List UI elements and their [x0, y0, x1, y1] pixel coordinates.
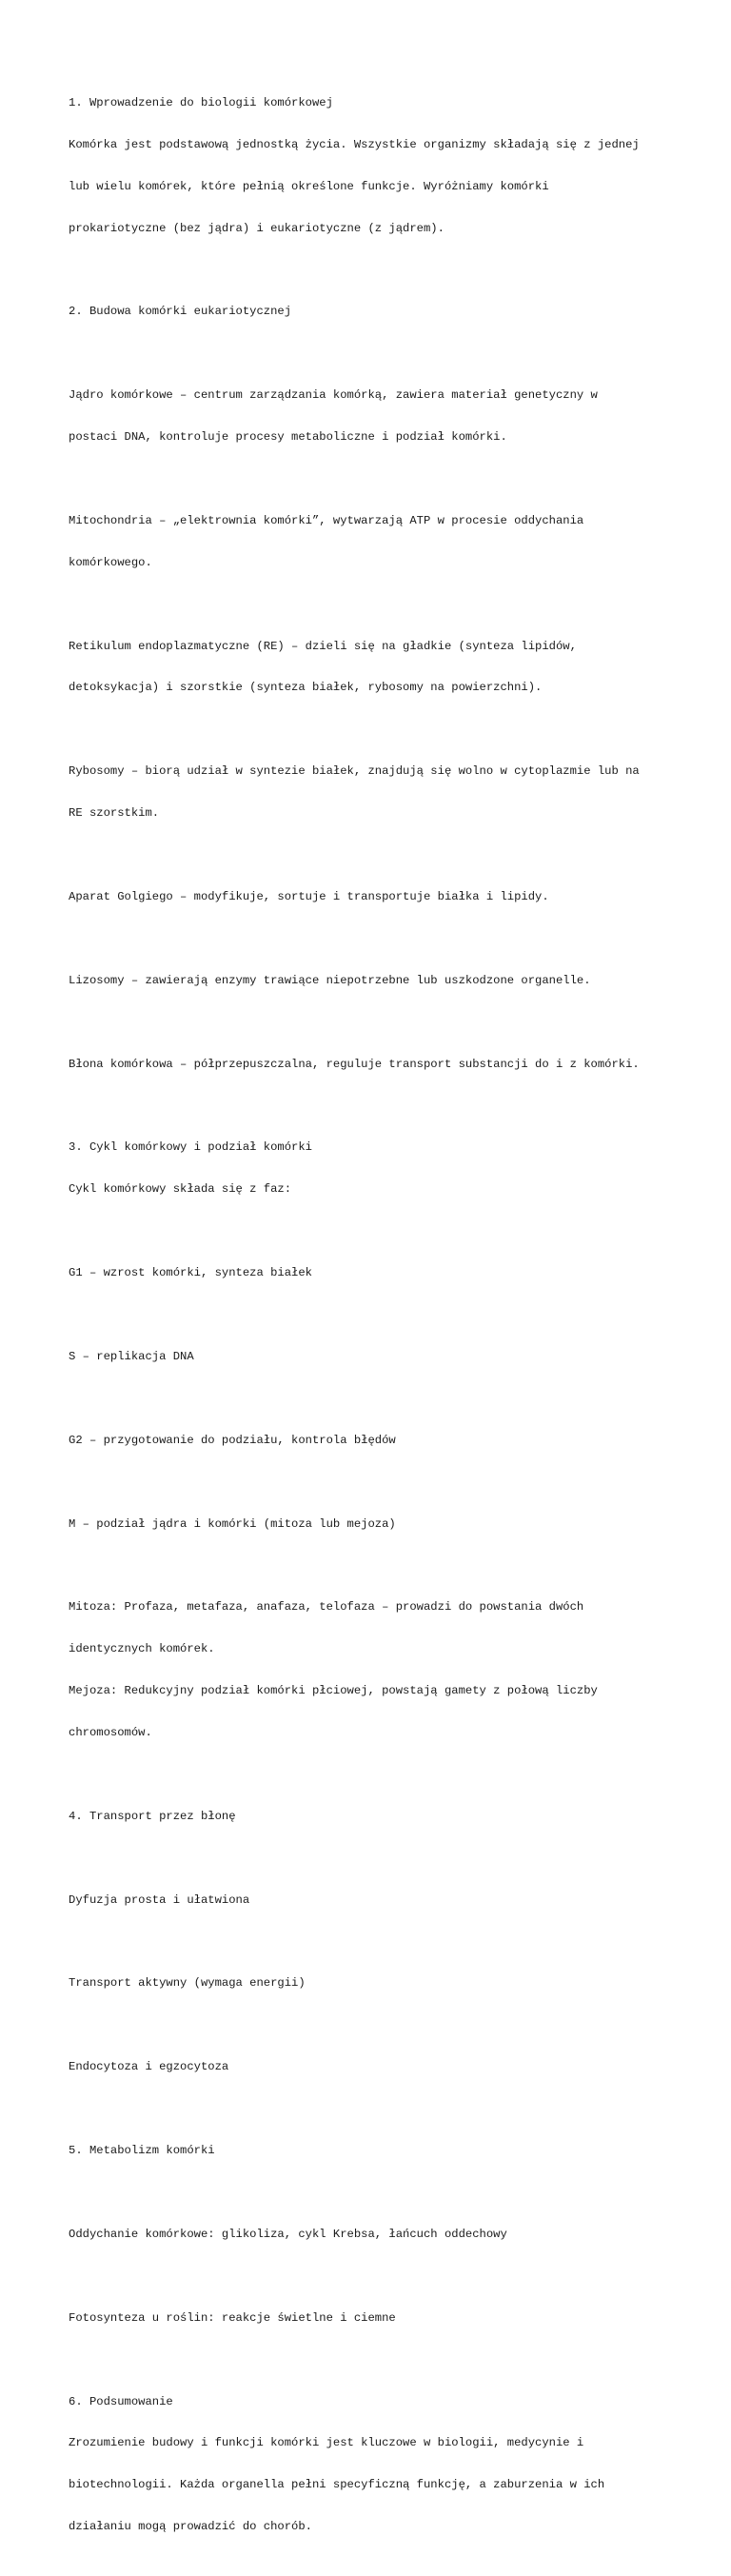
paragraph-line: Komórka jest podstawową jednostką życia. Wszystkie organizmy składają się z jednej: [69, 137, 640, 151]
paragraph-line: G1 – wzrost komórki, synteza białek: [69, 1266, 312, 1280]
paragraph-line: M – podział jądra i komórki (mitoza lub mejoza): [69, 1516, 396, 1531]
paragraph-line: Rybosomy – biorą udział w syntezie białek, znajdują się wolno w cytoplazmie lub na: [69, 764, 640, 779]
section-heading: 1. Wprowadzenie do biologii komórkowej: [69, 96, 333, 110]
paragraph-line: RE szorstkim.: [69, 805, 160, 820]
transport-endocytosis: [69, 2032, 678, 2102]
paragraph-line: postaci DNA, kontroluje procesy metaboliczne i podział komórki.: [69, 430, 507, 445]
phase-g2: [69, 1406, 678, 1476]
paragraph-line: detoksykacja) i szorstkie (synteza białek, rybosomy na powierzchni).: [69, 681, 543, 695]
section-heading-metabolism: [69, 2116, 678, 2186]
section-heading: 6. Podsumowanie: [69, 2394, 173, 2408]
paragraph-line: Retikulum endoplazmatyczne (RE) – dzieli się na gładkie (synteza lipidów,: [69, 639, 577, 653]
section-cell-cycle: [69, 1113, 678, 1224]
metabolism-respiration: [69, 2200, 678, 2269]
paragraph-line: lub wielu komórek, które pełnią określone funkcje. Wyróżniamy komórki: [69, 179, 549, 193]
paragraph-mitochondria: [69, 486, 678, 598]
paragraph-ribosomes: [69, 737, 678, 848]
paragraph-line: Fotosynteza u roślin: reakcje świetlne i ciemne: [69, 2310, 396, 2325]
paragraph-line: Lizosomy – zawierają enzymy trawiące niepotrzebne lub uszkodzone organelle.: [69, 973, 591, 987]
paragraph-line: chromosomów.: [69, 1725, 152, 1739]
paragraph-line: biotechnologii. Każda organella pełni specyficzną funkcję, a zaburzenia w ich: [69, 2478, 605, 2492]
paragraph-line: Mejoza: Redukcyjny podział komórki płciowej, powstają gamety z połową liczby: [69, 1684, 598, 1698]
section-heading-transport: [69, 1781, 678, 1851]
section-heading: 5. Metabolizm komórki: [69, 2144, 215, 2158]
paragraph-golgi: [69, 862, 678, 932]
section-heading-structure: [69, 277, 678, 347]
paragraph-nucleus: [69, 361, 678, 472]
document-body: [69, 69, 678, 2576]
paragraph-line: Transport aktywny (wymaga energii): [69, 1976, 306, 1991]
paragraph-line: G2 – przygotowanie do podziału, kontrola błędów: [69, 1433, 396, 1447]
paragraph-line: Aparat Golgiego – modyfikuje, sortuje i transportuje białka i lipidy.: [69, 889, 549, 903]
paragraph-line: Endocytoza i egzocytoza: [69, 2060, 229, 2074]
metabolism-photosynthesis: [69, 2284, 678, 2353]
paragraph-line: Oddychanie komórkowe: glikoliza, cykl Krebsa, łańcuch oddechowy: [69, 2227, 507, 2241]
section-heading: 4. Transport przez błonę: [69, 1809, 236, 1823]
paragraph-line: identycznych komórek.: [69, 1642, 215, 1656]
section-heading: 3. Cykl komórkowy i podział komórki: [69, 1140, 312, 1155]
paragraph-lysosomes: [69, 945, 678, 1015]
paragraph-line: Cykl komórkowy składa się z faz:: [69, 1182, 292, 1197]
paragraph-line: Błona komórkowa – półprzepuszczalna, reguluje transport substancji do i z komórki.: [69, 1057, 640, 1071]
paragraph-line: Mitoza: Profaza, metafaza, anafaza, telofaza – prowadzi do powstania dwóch: [69, 1600, 584, 1615]
paragraph-mitosis-meiosis: [69, 1573, 678, 1767]
paragraph-line: Mitochondria – „elektrownia komórki”, wytwarzają ATP w procesie oddychania: [69, 513, 584, 527]
section-intro: [69, 69, 678, 263]
transport-diffusion: [69, 1865, 678, 1934]
phase-s: [69, 1322, 678, 1392]
phase-g1: [69, 1238, 678, 1308]
section-summary: [69, 2368, 678, 2562]
section-heading: 2. Budowa komórki eukariotycznej: [69, 305, 292, 319]
phase-m: [69, 1489, 678, 1558]
paragraph-membrane: [69, 1029, 678, 1099]
paragraph-line: prokariotyczne (bez jądra) i eukariotyczne (z jądrem).: [69, 221, 445, 235]
paragraph-line: Dyfuzja prosta i ułatwiona: [69, 1892, 250, 1907]
paragraph-line: działaniu mogą prowadzić do chorób.: [69, 2520, 312, 2534]
paragraph-line: Jądro komórkowe – centrum zarządzania komórką, zawiera materiał genetyczny w: [69, 388, 598, 403]
paragraph-line: S – replikacja DNA: [69, 1349, 194, 1363]
transport-active: [69, 1949, 678, 2018]
paragraph-line: komórkowego.: [69, 555, 152, 569]
paragraph-line: Zrozumienie budowy i funkcji komórki jest kluczowe w biologii, medycynie i: [69, 2436, 584, 2450]
paragraph-reticulum: [69, 611, 678, 723]
